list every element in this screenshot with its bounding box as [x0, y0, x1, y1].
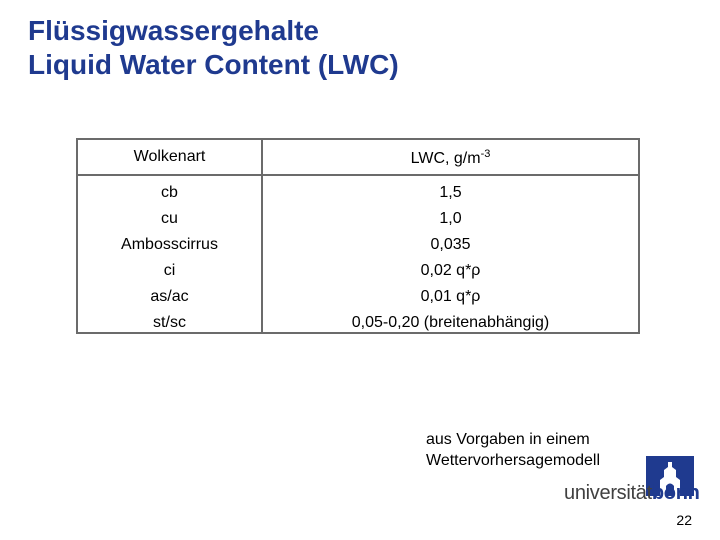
header-lwc-exponent: -3 — [480, 148, 491, 160]
header-lwc-label: LWC, g/m — [410, 150, 481, 167]
header-lwc — [263, 148, 638, 168]
cloud-type-cell: cb — [161, 184, 178, 201]
cloud-type-cell: as/ac — [150, 288, 189, 305]
university-logo — [562, 456, 698, 504]
lwc-value-cell: 1,0 — [439, 210, 462, 227]
source-note-line: aus Vorgaben in einem — [426, 431, 590, 448]
lwc-value-cell: 0,05-0,20 (breitenabhängig) — [351, 314, 550, 331]
wordmark-universitaet: universität — [564, 482, 652, 504]
cloud-type-cell: st/sc — [153, 314, 186, 331]
cloud-type-cell: ci — [163, 262, 176, 279]
lwc-value-cell: 0,01 q*ρ — [420, 288, 481, 305]
lwc-value-cell: 0,035 — [430, 236, 471, 253]
source-note-line: Wettervorhersagemodell — [426, 452, 601, 469]
lwc-table — [76, 138, 640, 334]
header-divider — [78, 174, 638, 176]
slide-title — [28, 14, 399, 82]
wordmark-bonn: bonn — [651, 482, 700, 504]
lwc-value-cell: 1,5 — [439, 184, 462, 201]
university-wordmark — [564, 482, 700, 505]
cloud-type-cell: Ambosscirrus — [121, 236, 218, 253]
header-cloud-type: Wolkenart — [133, 148, 206, 165]
lwc-value-cell: 0,02 q*ρ — [420, 262, 481, 279]
cloud-type-cell: cu — [161, 210, 178, 227]
title-line-english: Liquid Water Content (LWC) — [28, 49, 399, 80]
lwc-value-column — [263, 180, 638, 336]
page-number: 22 — [676, 512, 692, 528]
cloud-type-column — [78, 180, 261, 336]
title-line-german: Flüssigwassergehalte — [28, 15, 320, 46]
